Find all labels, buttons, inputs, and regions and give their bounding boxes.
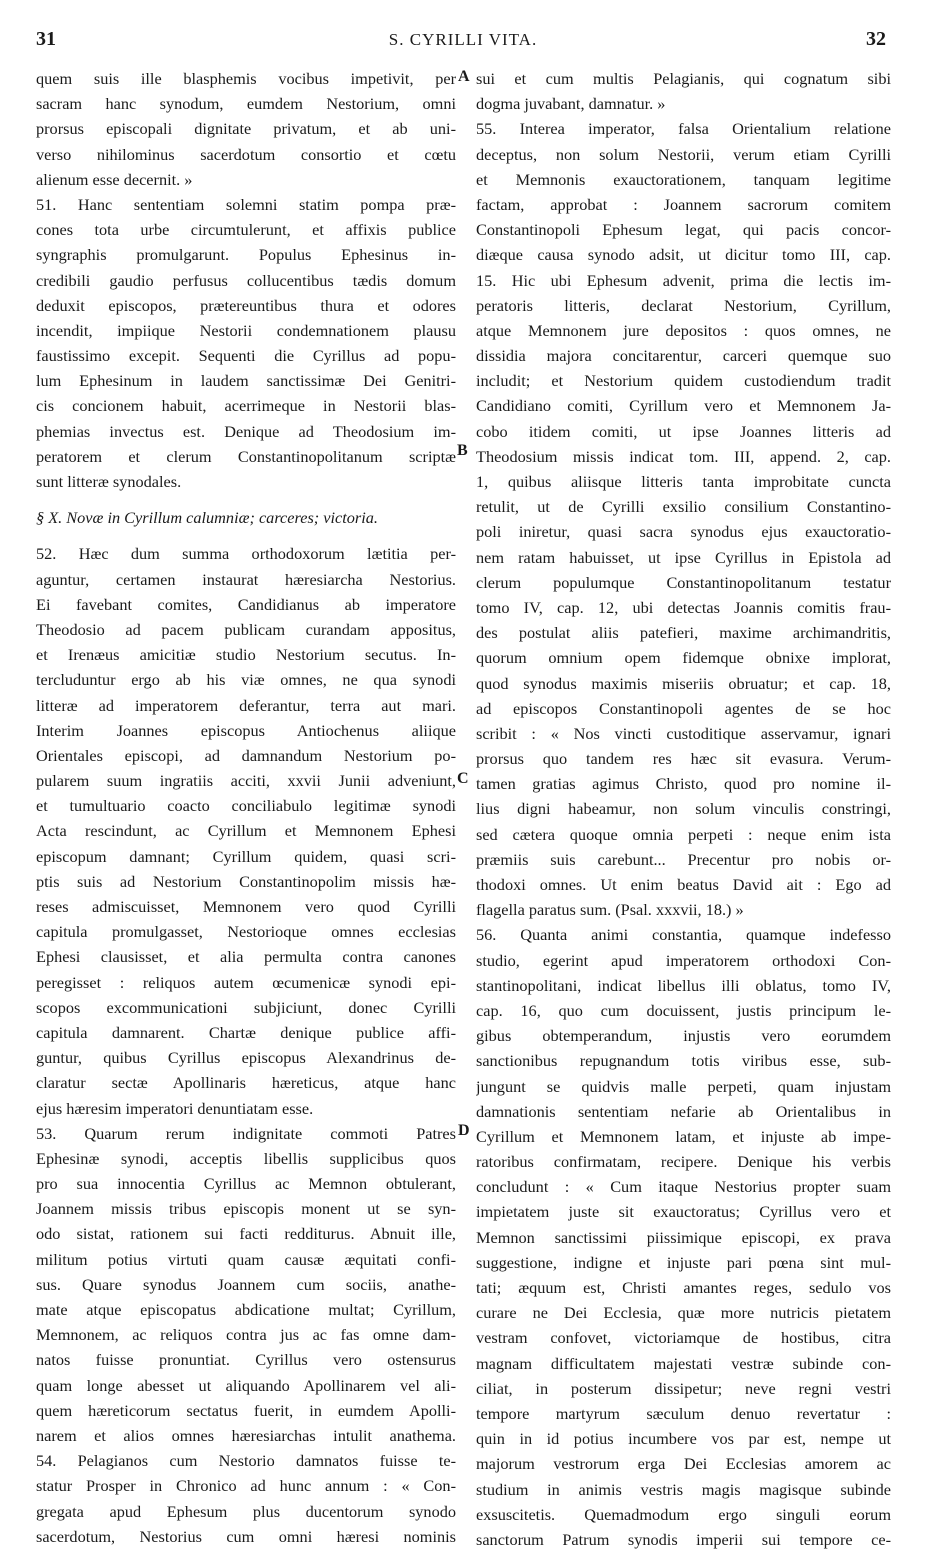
section-heading: § X. Novæ in Cyrillum calumniæ; carceres; victoria. — [36, 508, 379, 528]
text-line: ad episcopos Constantinopoli agentes de se hoc — [476, 698, 891, 718]
text-line: 1, quibus aliisque litteris tanta improbitate cuncta — [476, 472, 891, 491]
text-line: sus. Quare synodus Joannem cum sociis, anathe- — [36, 1274, 456, 1294]
text-line: ptis suis ad Nestorium Constantinopolim missis hæ- — [36, 871, 456, 891]
text-line: thodoxi omnes. Ut enim beatus David ait : Ego ad — [476, 875, 891, 894]
text-line: Ephesinæ synodi, acceptis libellis supplicibus quos — [36, 1148, 456, 1168]
text-line: impietatem juste sit exauctoratus; Cyrillus vero et — [476, 1202, 891, 1222]
text-line: narem et alios omnes hæresiarchas intulit anathema. — [36, 1425, 456, 1445]
text-line: 55. Interea imperator, falsa Orientalium relatione — [476, 119, 891, 139]
text-line: statur Prosper in Chronico ad hunc annum : « Con- — [36, 1476, 456, 1496]
text-line: syngraphis promulgarunt. Populus Ephesinus in- — [36, 245, 456, 265]
text-line: flagella paratus sum. (Psal. xxxvii, 18.) » — [476, 900, 744, 920]
text-line: clerum populumque Constantinopolitanum testatur — [476, 572, 891, 592]
text-line: militum potius virtuti quam causæ æquitati confi- — [36, 1249, 456, 1269]
text-line: odo sistat, rationem sui facti redditurus. Abnuit ille, — [36, 1224, 456, 1244]
text-line: des postulat aliis patefieri, maxime archimandritis, — [476, 623, 891, 643]
text-line: capitula promulgasset, Nestorioque omnes ecclesias — [36, 922, 456, 942]
text-line: et Irenæus amicitiæ studio Nestorium secutus. In- — [36, 645, 456, 665]
text-line: quem hæreticorum sectatus fuerit, in eumdem Apolli- — [36, 1400, 456, 1420]
text-line: quem suis ille blasphemis vocibus impetivit, per — [36, 69, 456, 88]
text-line: peregisset : reliquos autem œcumenicæ synodi epi- — [36, 972, 456, 992]
text-line: tempore martyrum sæculum denuo revertatur : — [476, 1403, 891, 1423]
text-line: prorsus quo tandem res hæc sit evasura. Verum- — [476, 749, 891, 769]
text-line: pularem suum ingratiis acciti, xxvii Junii adveniunt, — [36, 771, 456, 791]
text-line: scopos excommunicationi subjiciunt, donec Cyrilli — [36, 997, 456, 1017]
text-line: 51. Hanc sententiam solemni statim pompa præ- — [36, 194, 456, 214]
text-line: lius digni habeamur, non solum vinculis constringi, — [476, 799, 891, 819]
paragraph-gap — [36, 530, 456, 541]
text-line: natos fuisse pronuntiat. Cyrillus vero ostensurus — [36, 1350, 456, 1370]
text-line: 15. Hic ubi Ephesum advenit, prima die lectis im- — [476, 270, 891, 290]
text-line: sanctorum Patrum synodis imperii sui tempore ce- — [476, 1529, 891, 1549]
text-line: factam, approbat : Joannem sacrorum comitem — [476, 194, 891, 214]
text-line: dogma juvabant, damnatur. » — [476, 94, 666, 114]
text-line: exsuscitetis. Quemadmodum ergo singuli eorum — [476, 1504, 891, 1524]
text-line: verso nihilominus sacerdotum consortio et cœtu — [36, 144, 456, 164]
text-line: Memnonem, ac reliquos contra jus ac fas omne dam- — [36, 1325, 456, 1345]
text-line: cones tota urbe circumtulerunt, et affixis publice — [36, 220, 456, 240]
text-line: tomo IV, cap. 12, ubi detectas Joannis comitis frau- — [476, 597, 891, 617]
text-line: magnam difficultatem majestati vestræ subinde con- — [476, 1353, 891, 1373]
text-line: credibili gaudio perfusus collucentibus tædis domum — [36, 270, 456, 290]
text-line: Interim Joannes episcopus Antiochenus aliique — [36, 720, 456, 740]
text-line: 54. Pelagianos cum Nestorio damnatos fuisse te- — [36, 1451, 456, 1471]
text-line: prorsus episcopali dignitate privatum, et ab uni- — [36, 119, 456, 139]
text-line: et Memnonis exauctorationem, tanquam legitime — [476, 169, 891, 189]
text-line: retulit, ut de Cyrilli exsilio consilium Constantino- — [476, 497, 891, 517]
text-line: includit; et Nestorium quidem custodiendum tradit — [476, 371, 891, 391]
text-line: deceptus, non solum Nestorii, verum etiam Cyrilli — [476, 144, 891, 164]
text-line: poli iniretur, quasi sacra synodus ejus exauctoratio- — [476, 522, 891, 542]
margin-letter-a: A — [458, 68, 470, 85]
text-line: nem ratam habuisset, ut ipse Cyrillus in Epistola ad — [476, 547, 891, 567]
text-line: dissidia majora concitarentur, carceri quemque suo — [476, 346, 891, 366]
text-line: mate atque episcopatus abdicatione multat; Cyrillum, — [36, 1300, 456, 1319]
text-line: Constantinopoli Ephesum legat, qui pacis concor- — [476, 220, 891, 240]
text-line: guntur, quibus Cyrillus episcopus Alexandrinus de- — [36, 1048, 456, 1068]
margin-letter-b: B — [457, 442, 468, 459]
text-line: tati; æquum est, Christi amantes reges, sedulo vos — [476, 1278, 891, 1297]
right-page-number: 32 — [866, 28, 886, 50]
text-line: vestram confovet, victoriamque de hostibus, citra — [476, 1328, 891, 1348]
text-line: aguntur, certamen instaurat hæresiarcha Nestorius. — [36, 569, 456, 589]
text-line: peratorem et clerum Constantinopolitanum scriptæ — [36, 446, 456, 466]
running-title: S. CYRILLI VITA. — [388, 30, 538, 49]
text-line: episcopum damnant; Cyrillum quidem, quasi scri- — [36, 846, 456, 866]
left-page-number: 31 — [36, 28, 56, 50]
text-line: claratur sectæ Apollinaris hæreticus, atque hanc — [36, 1073, 456, 1093]
text-line: studio, egerint apud imperatorem orthodoxi Con- — [476, 950, 891, 970]
text-line: scribit : « Nos vincti custoditique asservamur, ignari — [476, 723, 891, 743]
text-line: litteræ ad imperatorem deferantur, terra aut mari. — [36, 695, 456, 715]
text-line: phemias invectus est. Denique ad Theodosium im- — [36, 421, 456, 441]
text-line: cis concionem habuit, acerrimeque in Nestorii blas- — [36, 396, 456, 416]
text-line: Orientales episcopi, ad damnandum Nestorium po- — [36, 745, 456, 765]
text-line: 56. Quanta animi constantia, quamque indefesso — [476, 925, 891, 945]
text-line: ciliat, in posterum dissipetur; neve regni vestri — [476, 1378, 891, 1398]
text-line: sacerdotum, Nestorius cum omni hæresi nominis — [36, 1526, 456, 1546]
text-line: lum Ephesinum in laudem sanctissimæ Dei Genitri- — [36, 371, 456, 391]
text-line: 53. Quarum rerum indignitate commoti Patres — [36, 1123, 456, 1143]
text-line: studium in animis vestris magis magisque subinde — [476, 1479, 891, 1499]
paragraph-gap — [36, 494, 456, 505]
right-column — [476, 66, 891, 1552]
text-line: ejus hæresim imperatori denuntiatam esse. — [36, 1098, 314, 1118]
text-line: peratoris litteris, declarat Nestorium, Cyrillum, — [476, 295, 891, 315]
text-line: atque Memnonem jure depositos : quos omnes, ne — [476, 320, 891, 340]
text-line: curare ne Dei Ecclesia, quæ more nutricis pietatem — [476, 1303, 891, 1323]
text-line: Theodosio ad pacem publicam curandam appositus, — [36, 619, 456, 639]
text-line: capitula damnarent. Chartæ denique publice affi- — [36, 1022, 456, 1042]
text-line: deduxit episcopos, prætereuntibus thura et odores — [36, 295, 456, 315]
text-line: incendit, impiique Nestorii condemnationem plausu — [36, 320, 456, 340]
text-line: cobo itidem comiti, ut ipse Joannes litteris ad — [476, 421, 891, 441]
text-line: sed cætera quoque omnia perpeti : neque enim ista — [476, 824, 891, 844]
text-line: diæque causa synodo adsit, ut dicitur tomo III, cap. — [476, 245, 891, 265]
text-line: tamen gratias agimus Christo, quod pro nomine il- — [476, 774, 891, 794]
margin-letter-d: D — [458, 1122, 470, 1139]
text-line: jungunt se quidvis malle perpeti, quam injustam — [476, 1076, 891, 1096]
text-line: quorum omnium opem fidemque obnixe implorat, — [476, 648, 891, 668]
text-line: Theodosium missis indicat tom. III, append. 2, cap. — [476, 446, 891, 466]
text-line: sunt litteræ synodales. — [36, 472, 182, 491]
text-line: tercluduntur ergo ab his viæ omnes, ne qua synodi — [36, 670, 456, 690]
text-line: gibus obtemperandum, injustis vero eorumdem — [476, 1026, 891, 1046]
text-line: Acta rescindunt, ac Cyrillum et Memnonem Ephesi — [36, 821, 456, 841]
text-line: Cyrillum et Memnonem latam, et injuste ab impe- — [476, 1126, 891, 1146]
text-line: cap. 16, quo cum docuissent, justis principum le- — [476, 1000, 891, 1020]
text-line: quin in id potius incumbere vos par est, nempe ut — [476, 1429, 891, 1449]
text-line: damnationis sententiam nefarie ab Orientalibus in — [476, 1101, 891, 1121]
text-line: reses admiscuisset, Memnonem vero quod Cyrilli — [36, 897, 456, 916]
text-line: sui et cum multis Pelagianis, qui cognatum sibi — [476, 69, 891, 88]
text-line: Ephesi clausisset, et alia permulta contra canones — [36, 947, 456, 967]
text-line: præmiis suis carebunt... Precentur pro nobis or- — [476, 849, 891, 869]
text-line: et tumultuario coacto conciliabulo legitimæ synodi — [36, 796, 456, 816]
text-line: Candidiano comiti, Cyrillum vero et Memnonem Ja- — [476, 396, 891, 416]
text-line: concludunt : « Cum itaque Nestorius propter suam — [476, 1177, 891, 1197]
text-line: Joannem missis tribus episcopis monent ut se syn- — [36, 1199, 456, 1219]
left-column — [36, 66, 456, 1549]
text-line: alienum esse decernit. » — [36, 169, 193, 189]
text-line: 52. Hæc dum summa orthodoxorum lætitia per- — [36, 544, 456, 564]
text-line: sacram hanc synodum, eumdem Nestorium, omni — [36, 94, 456, 114]
text-line: quam longe abesset ut aliquando Apollinarem vel ali- — [36, 1375, 456, 1395]
text-line: quod synodus maximis miseriis obruatur; et cap. 18, — [476, 673, 891, 693]
text-line: Ei favebant comites, Candidianus ab imperatore — [36, 594, 456, 614]
text-line: pro sua innocentia Cyrillus ac Memnon obtulerant, — [36, 1174, 456, 1194]
text-line: ratoribus confirmatam, recipere. Denique his verbis — [476, 1152, 891, 1172]
text-line: Memnon sanctissimi piissimique episcopi, ex prava — [476, 1227, 891, 1247]
text-line: faustissimo excepit. Sequenti die Cyrillus ad popu- — [36, 346, 456, 366]
text-line: stantinopolitani, indicat libellus illi oblatus, tomo IV, — [476, 975, 891, 995]
page-header — [0, 28, 926, 58]
text-line: majorum vestrorum erga Dei Ecclesias amorem ac — [476, 1454, 891, 1474]
text-line: suggestione, indigne et injuste pari pœna sint mul- — [476, 1252, 891, 1272]
margin-letter-c: C — [457, 770, 469, 787]
text-line: sanctionibus repugnandum totis viribus esse, sub- — [476, 1051, 891, 1071]
text-line: gregata apud Ephesum plus ducentorum synodo — [36, 1501, 456, 1521]
